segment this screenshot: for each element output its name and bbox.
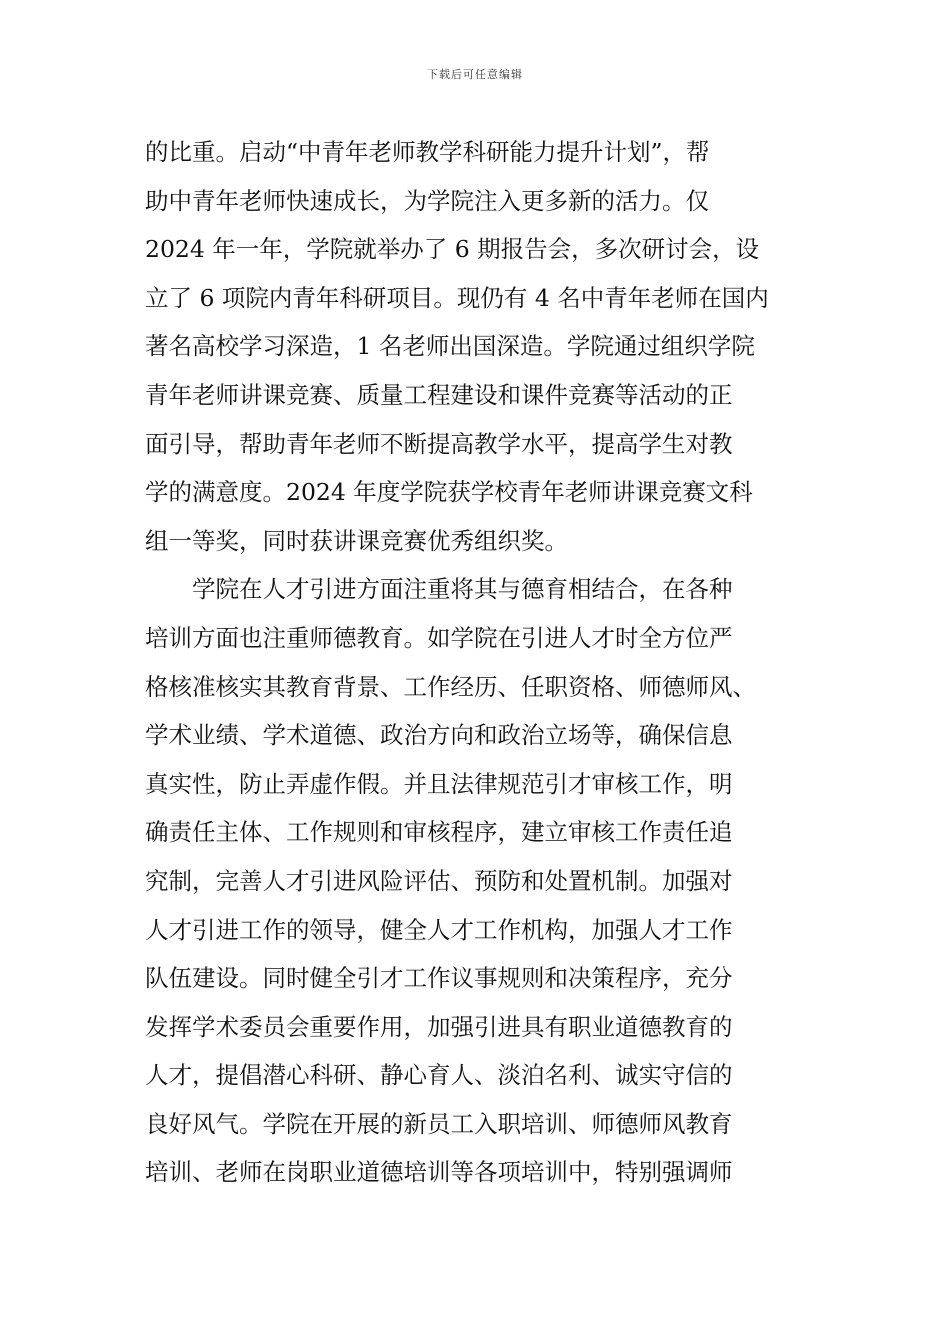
text-line: 2024 年一年，学院就举办了 6 期报告会，多次研讨会，设 xyxy=(145,235,760,264)
text-line: 的比重。启动“中青年老师教学科研能力提升计划”，帮 xyxy=(145,138,710,166)
text-line: 人才，提倡潜心科研、静心育人、淡泊名利、诚实守信的 xyxy=(145,1061,733,1090)
text-line: 真实性，防止弄虚作假。并且法律规范引才审核工作，明 xyxy=(145,769,733,798)
text-line: 培训方面也注重师德教育。如学院在引进人才时全方位严 xyxy=(145,623,733,652)
document-body xyxy=(145,128,805,1197)
text-line: 著名高校学习深造，1 名老师出国深造。学院通过组织学院 xyxy=(145,332,755,361)
text-line: 青年老师讲课竞赛、质量工程建设和课件竞赛等活动的正 xyxy=(145,380,733,409)
text-line: 队伍建设。同时健全引才工作议事规则和决策程序，充分 xyxy=(145,964,733,993)
page-header: 下载后可任意编辑 xyxy=(427,68,523,81)
text-line: 学院在人才引进方面注重将其与德育相结合，在各种 xyxy=(145,575,733,604)
text-line: 发挥学术委员会重要作用，加强引进具有职业道德教育的 xyxy=(145,1012,733,1041)
text-line: 助中青年老师快速成长，为学院注入更多新的活力。仅 xyxy=(145,186,709,215)
text-line: 学术业绩、学术道德、政治方向和政治立场等，确保信息 xyxy=(145,721,733,750)
text-line: 人才引进工作的领导，健全人才工作机构，加强人才工作 xyxy=(145,915,733,944)
text-line: 学的满意度。2024 年度学院获学校青年老师讲课竞赛文科 xyxy=(145,478,753,507)
text-line: 培训、老师在岗职业道德培训等各项培训中，特别强调师 xyxy=(145,1158,733,1187)
text-line: 良好风气。学院在开展的新员工入职培训、师德师风教育 xyxy=(145,1109,733,1138)
text-line: 面引导，帮助青年老师不断提高教学水平，提高学生对教 xyxy=(145,429,733,458)
text-line: 确责任主体、工作规则和审核程序，建立审核工作责任追 xyxy=(145,818,733,847)
text-line: 组一等奖，同时获讲课竞赛优秀组织奖。 xyxy=(145,526,568,555)
text-line: 格核准核实其教育背景、工作经历、任职资格、师德师风、 xyxy=(145,672,756,701)
text-line: 立了 6 项院内青年科研项目。现仍有 4 名中青年老师在国内 xyxy=(145,283,769,312)
text-line: 究制，完善人才引进风险评估、预防和处置机制。加强对 xyxy=(145,866,733,895)
